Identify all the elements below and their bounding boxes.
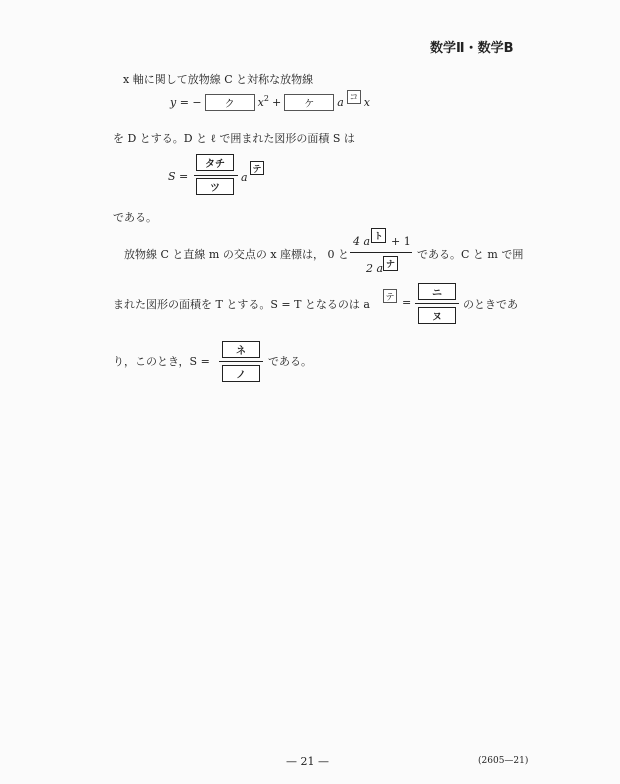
intro-line: x 軸に関して放物線 C と対称な放物線 — [123, 73, 314, 86]
answer-box-ku[interactable]: ク — [205, 94, 255, 111]
answer-box-ni[interactable]: ニ — [418, 283, 456, 300]
page-number: — 21 — — [286, 755, 329, 768]
equation-parabola-D — [170, 94, 370, 111]
para2-num-pre: 4 a — [353, 235, 371, 248]
answer-box-na[interactable]: ナ — [383, 256, 398, 271]
para3-fraction-bar — [415, 303, 459, 304]
line-dearu: である。 — [113, 211, 157, 224]
answer-box-nu[interactable]: ヌ — [418, 307, 456, 324]
answer-box-tachi[interactable]: タチ — [196, 154, 234, 171]
answer-box-ne[interactable]: ネ — [222, 341, 260, 358]
definition-line: を D とする。D と ℓ で囲まれた図形の面積 S は — [113, 132, 355, 145]
para3-text-post: のときであ — [463, 298, 518, 311]
para3-equals: = — [402, 296, 412, 309]
exam-code: (2605—21) — [478, 756, 529, 766]
eq2-a: a — [241, 171, 248, 184]
answer-box-ke[interactable]: ケ — [284, 94, 334, 111]
answer-box-to[interactable]: ト — [371, 228, 386, 243]
para2-den-pre: 2 a — [366, 262, 384, 275]
answer-box-tsu[interactable]: ツ — [196, 178, 234, 195]
para2-num-post: + 1 — [391, 235, 411, 248]
answer-box-no[interactable]: ノ — [222, 365, 260, 382]
eq2-lhs: S = — [168, 170, 189, 183]
answer-box-te-2[interactable]: テ — [383, 289, 397, 303]
para3-text-pre: まれた図形の面積を T とする。S = T となるのは a — [113, 298, 370, 311]
eq1-plus: + — [271, 96, 282, 109]
para4-text-pre: り，このとき，S = — [113, 355, 210, 368]
eq1-a: a — [337, 96, 344, 109]
para2-text-pre: 放物線 C と直線 m の交点の x 座標は， 0 と — [124, 248, 350, 261]
eq1-x2: x — [257, 96, 264, 109]
eq1-x: x — [363, 96, 370, 109]
para4-fraction-bar — [219, 361, 263, 362]
answer-box-ko[interactable]: コ — [347, 90, 361, 104]
page-header-subject: 数学Ⅱ・数学B — [430, 41, 514, 56]
para4-text-post: である。 — [268, 355, 312, 368]
para2-text-post: である。C と m で囲 — [417, 248, 524, 261]
answer-box-te[interactable]: テ — [250, 161, 264, 175]
eq1-lhs: y = − — [170, 96, 202, 109]
para2-fraction-bar — [350, 252, 412, 253]
eq1-square: 2 — [263, 93, 269, 103]
eq2-fraction-bar — [194, 175, 238, 176]
